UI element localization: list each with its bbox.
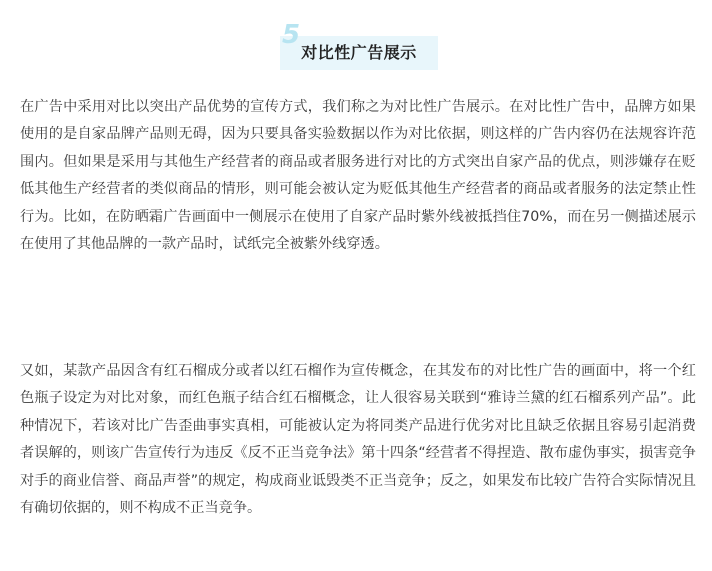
body-paragraph-2: 又如，某款产品因含有红石榴成分或者以红石榴作为宣传概念，在其发布的对比性广告的画面中，将一个红色瓶子设定为对比对象，而红色瓶子结合红石榴概念，让人很容易关联到“雅诗兰黛的红石榴系列产品”。此种情况下，若该对比广告歪曲事实真相，可能被认定为将同类产品进行优劣对比且缺乏依据且容易引起消费者误解的，则该广告宣传行为违反《反不正当竞争法》第十四条“经营者不得捏造、散布虚伪事实，损害竞争对手的商业信誉、商品声誉”的规定，构成商业诋毁类不正当竞争；反之，如果发布比较广告符合实际情况且有确切依据的，则不构成不正当竞争。 (20, 363, 696, 517)
section-heading (0, 20, 712, 72)
section-title: 对比性广告展示 (301, 43, 417, 62)
body-paragraph-1: 在广告中采用对比以突出产品优势的宣传方式，我们称之为对比性广告展示。在对比性广告中，品牌方如果使用的是自家品牌产品则无碍，因为只要具备实验数据以作为对比依据，则这样的广告内容仍在法规容许范围内。但如果是采用与其他生产经营者的商品或者服务进行对比的方式突出自家产品的优点，则涉嫌存在贬低其他生产经营者的类似商品的情形，则可能会被认定为贬低其他生产经营者的商品或者服务的法定禁止性行为。比如，在防晒霜广告画面中一侧展示在使用了自家产品时紫外线被抵挡住70%，而在另一侧描述展示在使用了其他品牌的一款产品时，试纸完全被紫外线穿透。 (20, 99, 696, 253)
section-number: 5 (282, 20, 301, 50)
